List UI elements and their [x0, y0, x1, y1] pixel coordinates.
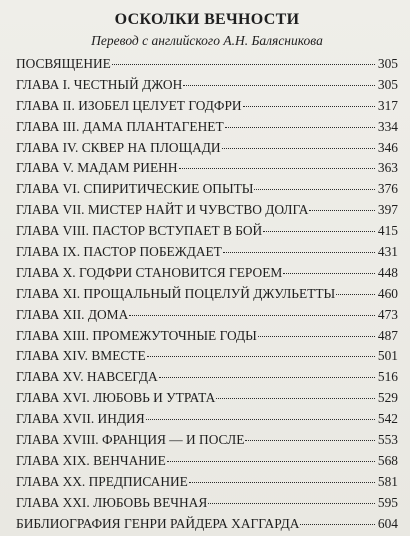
dot-leader [208, 502, 375, 504]
toc-entry-title: ГЛАВА XVIII. ФРАНЦИЯ — И ПОСЛЕ [16, 432, 245, 448]
toc-entry[interactable] [16, 514, 398, 535]
dot-leader [263, 230, 375, 232]
toc-entry[interactable] [16, 430, 398, 451]
dot-leader [225, 126, 375, 128]
dot-leader [112, 63, 375, 65]
dot-leader [183, 84, 375, 86]
toc-entry-title: ГЛАВА IX. ПАСТОР ПОБЕЖДАЕТ [16, 244, 222, 260]
toc-entry-title: ГЛАВА XIX. ВЕНЧАНИЕ [16, 452, 166, 468]
dot-leader [258, 335, 375, 337]
toc-entry-page-number: 487 [377, 327, 398, 343]
toc-entry-page-number: 529 [377, 390, 398, 406]
toc-entry[interactable] [16, 138, 398, 159]
dot-leader [245, 439, 375, 441]
toc-entry[interactable] [16, 96, 398, 117]
translator-credit: Перевод с английского А.Н. Балясникова [91, 33, 323, 48]
toc-entry[interactable] [16, 367, 398, 388]
toc-entry-title: ГЛАВА XII. ДОМА [16, 306, 129, 322]
toc-entry-page-number: 317 [377, 97, 398, 113]
toc-entry-page-number: 363 [377, 160, 398, 176]
dot-leader [300, 523, 375, 525]
dot-leader [283, 272, 375, 274]
dot-leader [179, 167, 375, 169]
toc-entry[interactable] [16, 346, 398, 367]
toc-entry-page-number: 305 [377, 76, 398, 92]
toc-entry-page-number: 516 [377, 369, 398, 385]
toc-entry[interactable] [16, 54, 398, 75]
dot-leader [309, 209, 375, 211]
toc-entry-page-number: 604 [377, 515, 398, 531]
toc-entry-title: ПОСВЯЩЕНИЕ [16, 56, 111, 71]
book-title: ОСКОЛКИ ВЕЧНОСТИ [114, 11, 300, 28]
dot-leader [159, 376, 375, 378]
toc-entry[interactable] [16, 472, 398, 493]
toc-entry[interactable] [16, 388, 398, 409]
dot-leader [147, 355, 375, 357]
toc-entry[interactable] [16, 200, 398, 221]
dot-leader [129, 314, 375, 316]
toc-entry[interactable] [16, 117, 398, 138]
toc-entry-page-number: 305 [377, 56, 398, 71]
dot-leader [254, 188, 375, 190]
toc-entry[interactable] [16, 409, 398, 430]
toc-entry-page-number: 595 [377, 494, 398, 510]
toc-entry-title: ГЛАВА VIII. ПАСТОР ВСТУПАЕТ В БОЙ [16, 223, 263, 239]
toc-entry-page-number: 397 [377, 202, 398, 218]
toc-entry-title: ГЛАВА XX. ПРЕДПИСАНИЕ [16, 473, 188, 489]
dot-leader [216, 397, 375, 399]
toc-entry[interactable] [16, 493, 398, 514]
toc-entry-page-number: 473 [377, 306, 398, 322]
toc-entry-title: ГЛАВА XIV. ВМЕСТЕ [16, 348, 146, 364]
toc-entry[interactable] [16, 326, 398, 347]
toc-entry[interactable] [16, 179, 398, 200]
toc-entry-page-number: 376 [377, 181, 398, 197]
toc-entry-page-number: 431 [377, 244, 398, 260]
toc-entry-title: ГЛАВА XVI. ЛЮБОВЬ И УТРАТА [16, 390, 216, 406]
toc-entry-page-number: 346 [377, 139, 398, 155]
dot-leader [222, 147, 375, 149]
toc-entry-title: ГЛАВА XI. ПРОЩАЛЬНЫЙ ПОЦЕЛУЙ ДЖУЛЬЕТТЫ [16, 285, 336, 301]
toc-entry-page-number: 542 [377, 411, 398, 427]
dot-leader [189, 481, 375, 483]
toc-entry[interactable] [16, 305, 398, 326]
toc-entry-page-number: 415 [377, 223, 398, 239]
toc-entry-title: ГЛАВА III. ДАМА ПЛАНТАГЕНЕТ [16, 118, 224, 134]
toc-entry-title: ГЛАВА I. ЧЕСТНЫЙ ДЖОН [16, 76, 183, 92]
toc-entry-title: ГЛАВА X. ГОДФРИ СТАНОВИТСЯ ГЕРОЕМ [16, 264, 283, 280]
dot-leader [223, 251, 375, 253]
toc-entry-title: ГЛАВА VI. СПИРИТИЧЕСКИЕ ОПЫТЫ [16, 181, 254, 197]
dot-leader [243, 105, 375, 107]
toc-entry[interactable] [16, 451, 398, 472]
dot-leader [146, 418, 375, 420]
toc-entry[interactable] [16, 75, 398, 96]
toc-entry-page-number: 568 [377, 452, 398, 468]
toc-entry-page-number: 448 [377, 264, 398, 280]
toc-entry-title: ГЛАВА XIII. ПРОМЕЖУТОЧНЫЕ ГОДЫ [16, 327, 257, 343]
toc-entry-title: ГЛАВА II. ИЗОБЕЛ ЦЕЛУЕТ ГОДФРИ [16, 97, 242, 113]
toc-entry-title: ГЛАВА V. МАДАМ РИЕНН [16, 160, 178, 176]
dot-leader [167, 460, 375, 462]
toc-entry[interactable] [16, 284, 398, 305]
toc-entry-title: ГЛАВА XVII. ИНДИЯ [16, 411, 145, 427]
toc-entry-title: ГЛАВА VII. МИСТЕР НАЙТ И ЧУВСТВО ДОЛГА [16, 202, 309, 218]
toc-entry[interactable] [16, 263, 398, 284]
toc-entry[interactable] [16, 221, 398, 242]
toc-entry-page-number: 581 [377, 473, 398, 489]
toc-entry[interactable] [16, 242, 398, 263]
table-of-contents [16, 54, 398, 534]
toc-entry-title: ГЛАВА XV. НАВСЕГДА [16, 369, 158, 385]
dot-leader [336, 293, 375, 295]
toc-entry-title: БИБЛИОГРАФИЯ ГЕНРИ РАЙДЕРА ХАГГАРДА [16, 515, 300, 531]
toc-entry-page-number: 334 [377, 118, 398, 134]
toc-entry-page-number: 501 [377, 348, 398, 364]
toc-entry-title: ГЛАВА XXI. ЛЮБОВЬ ВЕЧНАЯ [16, 494, 208, 510]
toc-entry-page-number: 553 [377, 432, 398, 448]
toc-entry[interactable] [16, 158, 398, 179]
toc-entry-page-number: 460 [377, 285, 398, 301]
toc-entry-title: ГЛАВА IV. СКВЕР НА ПЛОЩАДИ [16, 139, 221, 155]
